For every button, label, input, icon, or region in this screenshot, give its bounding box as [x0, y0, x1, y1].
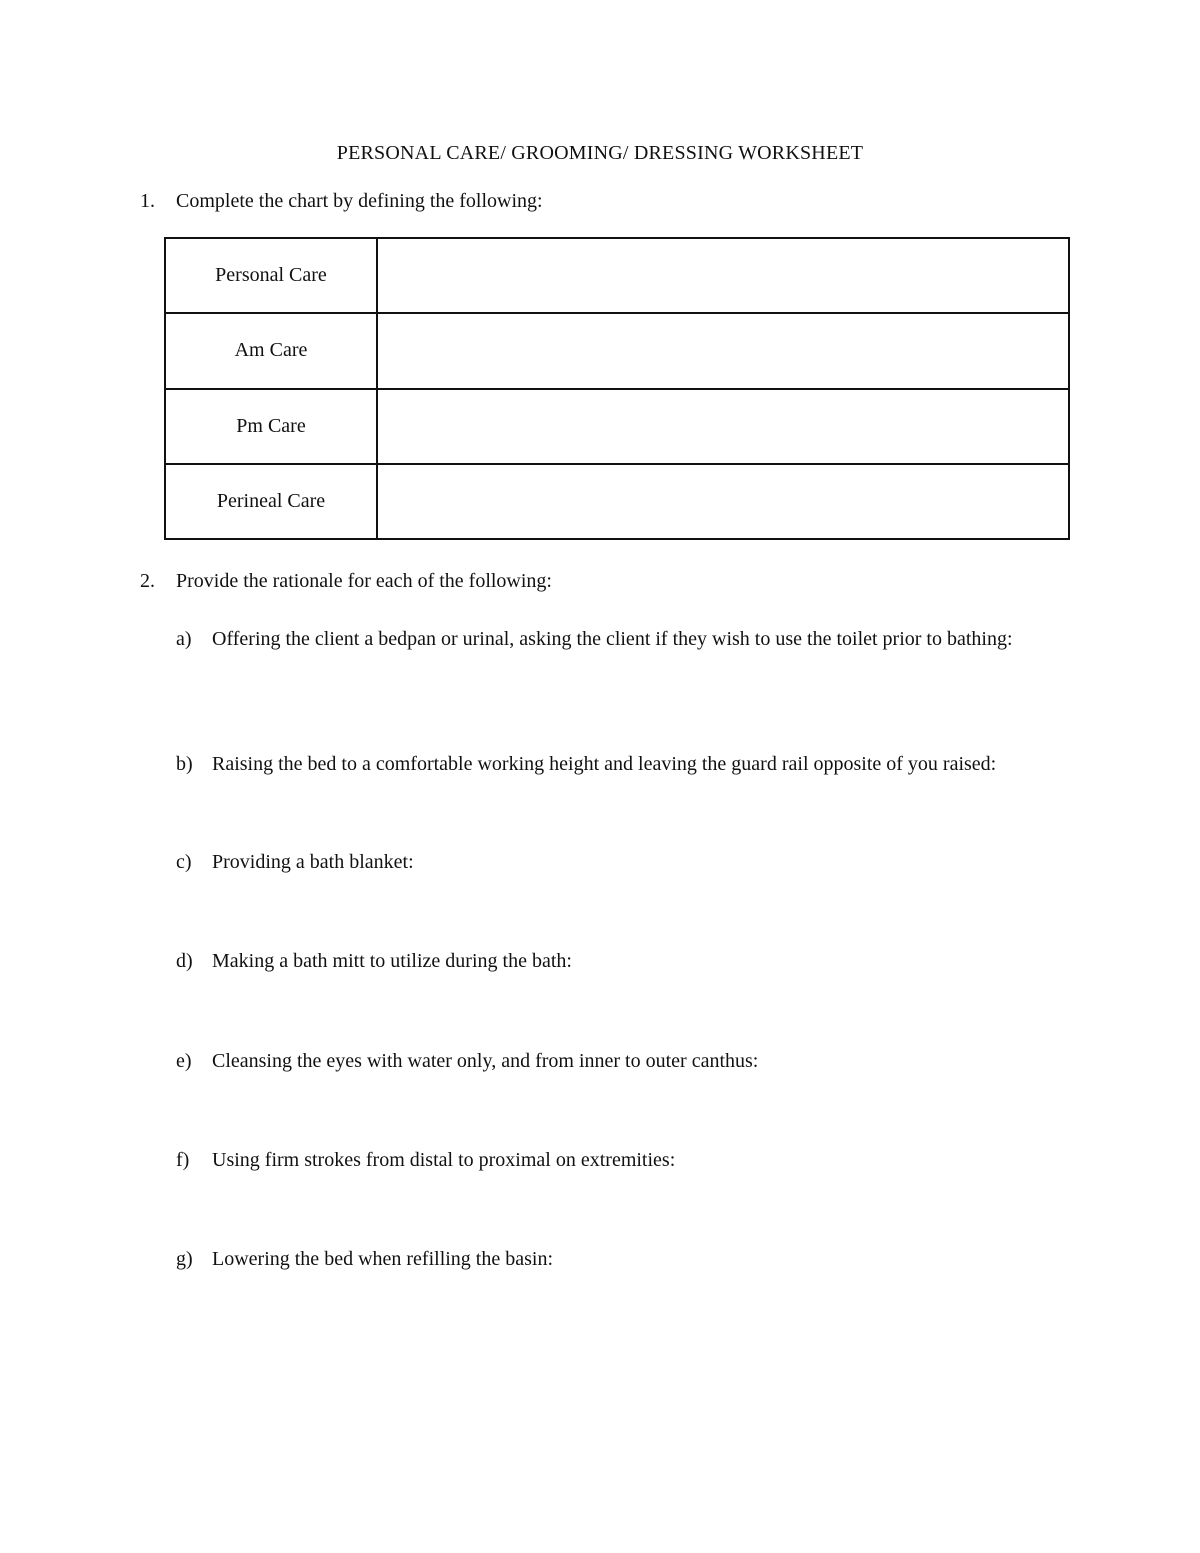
- chart-row: [165, 464, 1069, 539]
- rationale-item: [176, 849, 1056, 875]
- chart-row: [165, 238, 1069, 313]
- item-text: Raising the bed to a comfortable working height and leaving the guard rail opposite of you raised:: [212, 753, 997, 775]
- item-letter: d): [176, 950, 193, 972]
- term-cell: Perineal Care: [165, 464, 377, 539]
- question-2-text: Provide the rationale for each of the following:: [176, 570, 552, 592]
- definition-cell[interactable]: [377, 464, 1069, 539]
- rationale-item: [176, 751, 1056, 777]
- rationale-item: [176, 626, 1056, 652]
- definitions-chart: [164, 237, 1070, 540]
- item-letter: e): [176, 1050, 192, 1072]
- rationale-item: [176, 1147, 1056, 1173]
- question-2: [140, 570, 552, 593]
- item-text: Providing a bath blanket:: [212, 851, 414, 873]
- item-text: Using firm strokes from distal to proximal on extremities:: [212, 1149, 676, 1171]
- term-cell: Personal Care: [165, 238, 377, 313]
- rationale-item: [176, 948, 1056, 974]
- chart-row: [165, 389, 1069, 464]
- question-1: [140, 190, 543, 213]
- item-letter: f): [176, 1149, 190, 1171]
- chart-row: [165, 313, 1069, 388]
- item-letter: b): [176, 753, 193, 775]
- item-letter: g): [176, 1248, 193, 1270]
- item-letter: c): [176, 851, 192, 873]
- term-cell: Pm Care: [165, 389, 377, 464]
- definition-cell[interactable]: [377, 389, 1069, 464]
- item-letter: a): [176, 628, 192, 650]
- rationale-item: [176, 1048, 1056, 1074]
- question-1-number: 1.: [140, 190, 155, 212]
- term-cell: Am Care: [165, 313, 377, 388]
- definition-cell[interactable]: [377, 238, 1069, 313]
- question-2-number: 2.: [140, 570, 155, 592]
- item-text: Cleansing the eyes with water only, and from inner to outer canthus:: [212, 1050, 759, 1072]
- definition-cell[interactable]: [377, 313, 1069, 388]
- worksheet-title: PERSONAL CARE/ GROOMING/ DRESSING WORKSHEET: [336, 142, 864, 164]
- question-1-text: Complete the chart by defining the following:: [176, 190, 543, 212]
- item-text: Lowering the bed when refilling the basin:: [212, 1248, 554, 1270]
- rationale-item: [176, 1246, 1056, 1272]
- item-text: Making a bath mitt to utilize during the bath:: [212, 950, 572, 972]
- item-text: Offering the client a bedpan or urinal, asking the client if they wish to use the toilet prior to bathing:: [212, 628, 1013, 650]
